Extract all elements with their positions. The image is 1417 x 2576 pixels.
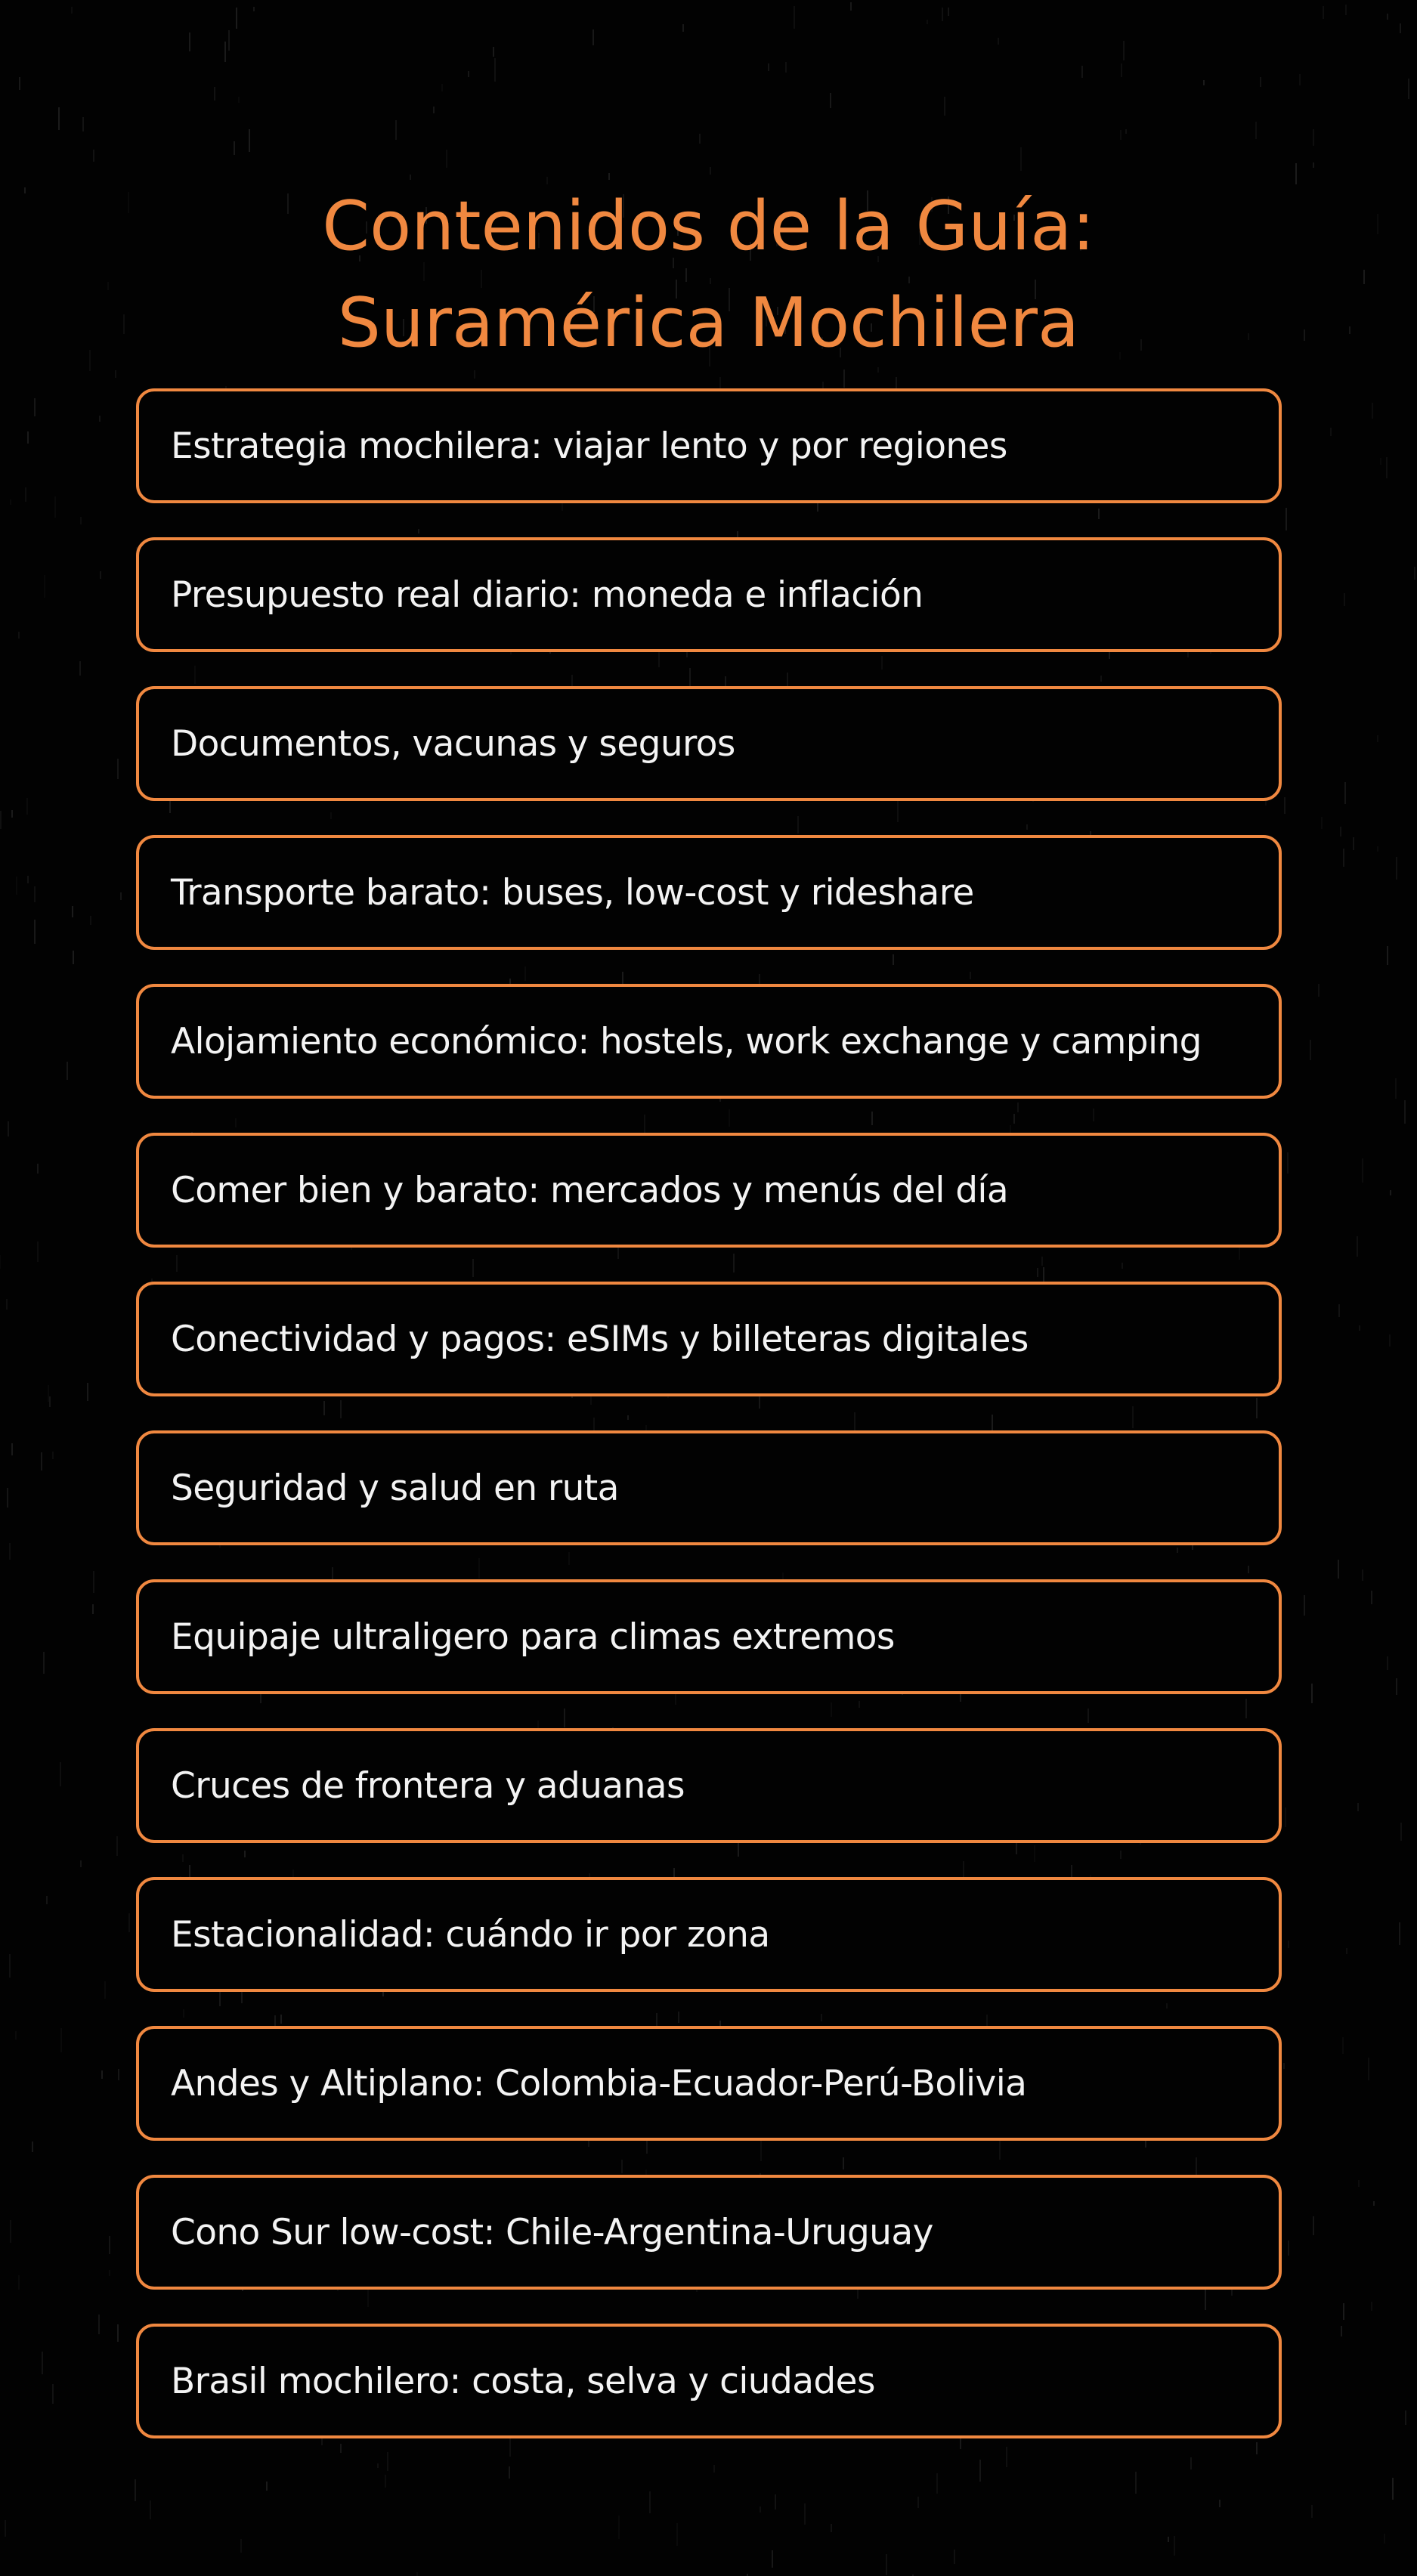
toc-item-label: Cruces de frontera y aduanas [171, 1764, 685, 1807]
toc-item-label: Documentos, vacunas y seguros [171, 722, 735, 765]
toc-item-label: Conectividad y pagos: eSIMs y billeteras digitales [171, 1318, 1029, 1360]
page-title-line-2: Suramérica Mochilera [337, 283, 1080, 363]
toc-item-presupuesto-real-diario[interactable] [136, 537, 1282, 652]
toc-item-cono-sur-low-cost[interactable] [136, 2175, 1282, 2290]
toc-item-cruces-de-frontera[interactable] [136, 1728, 1282, 1843]
toc-item-label: Seguridad y salud en ruta [171, 1467, 619, 1509]
toc-item-seguridad-y-salud[interactable] [136, 1430, 1282, 1545]
toc-item-equipaje-ultraligero[interactable] [136, 1579, 1282, 1694]
toc-item-comer-bien-y-barato[interactable] [136, 1133, 1282, 1248]
toc-item-andes-y-altiplano[interactable] [136, 2026, 1282, 2141]
toc-item-label: Equipaje ultraligero para climas extremos [171, 1616, 895, 1658]
toc-item-label: Estacionalidad: cuándo ir por zona [171, 1913, 770, 1956]
page-title-line-1: Contenidos de la Guía: [322, 187, 1095, 267]
toc-item-label: Estrategia mochilera: viajar lento y por regiones [171, 425, 1007, 467]
toc-item-estrategia-mochilera[interactable] [136, 388, 1282, 503]
toc-item-label: Cono Sur low-cost: Chile-Argentina-Uruguay [171, 2211, 933, 2253]
page-title [0, 178, 1417, 372]
toc-item-label: Andes y Altiplano: Colombia-Ecuador-Perú-Bolivia [171, 2062, 1027, 2104]
toc-item-estacionalidad[interactable] [136, 1877, 1282, 1992]
toc-item-label: Transporte barato: buses, low-cost y rideshare [171, 871, 974, 914]
toc-item-alojamiento-economico[interactable] [136, 984, 1282, 1099]
toc-item-label: Alojamiento económico: hostels, work exchange y camping [171, 1020, 1202, 1062]
toc-item-label: Brasil mochilero: costa, selva y ciudades [171, 2360, 875, 2402]
toc-item-conectividad-y-pagos[interactable] [136, 1282, 1282, 1396]
toc-item-label: Presupuesto real diario: moneda e inflación [171, 574, 924, 616]
table-of-contents [136, 388, 1282, 2472]
toc-item-label: Comer bien y barato: mercados y menús del día [171, 1169, 1009, 1211]
toc-item-documentos-vacunas-seguros[interactable] [136, 686, 1282, 801]
toc-item-brasil-mochilero[interactable] [136, 2324, 1282, 2438]
toc-item-transporte-barato[interactable] [136, 835, 1282, 950]
